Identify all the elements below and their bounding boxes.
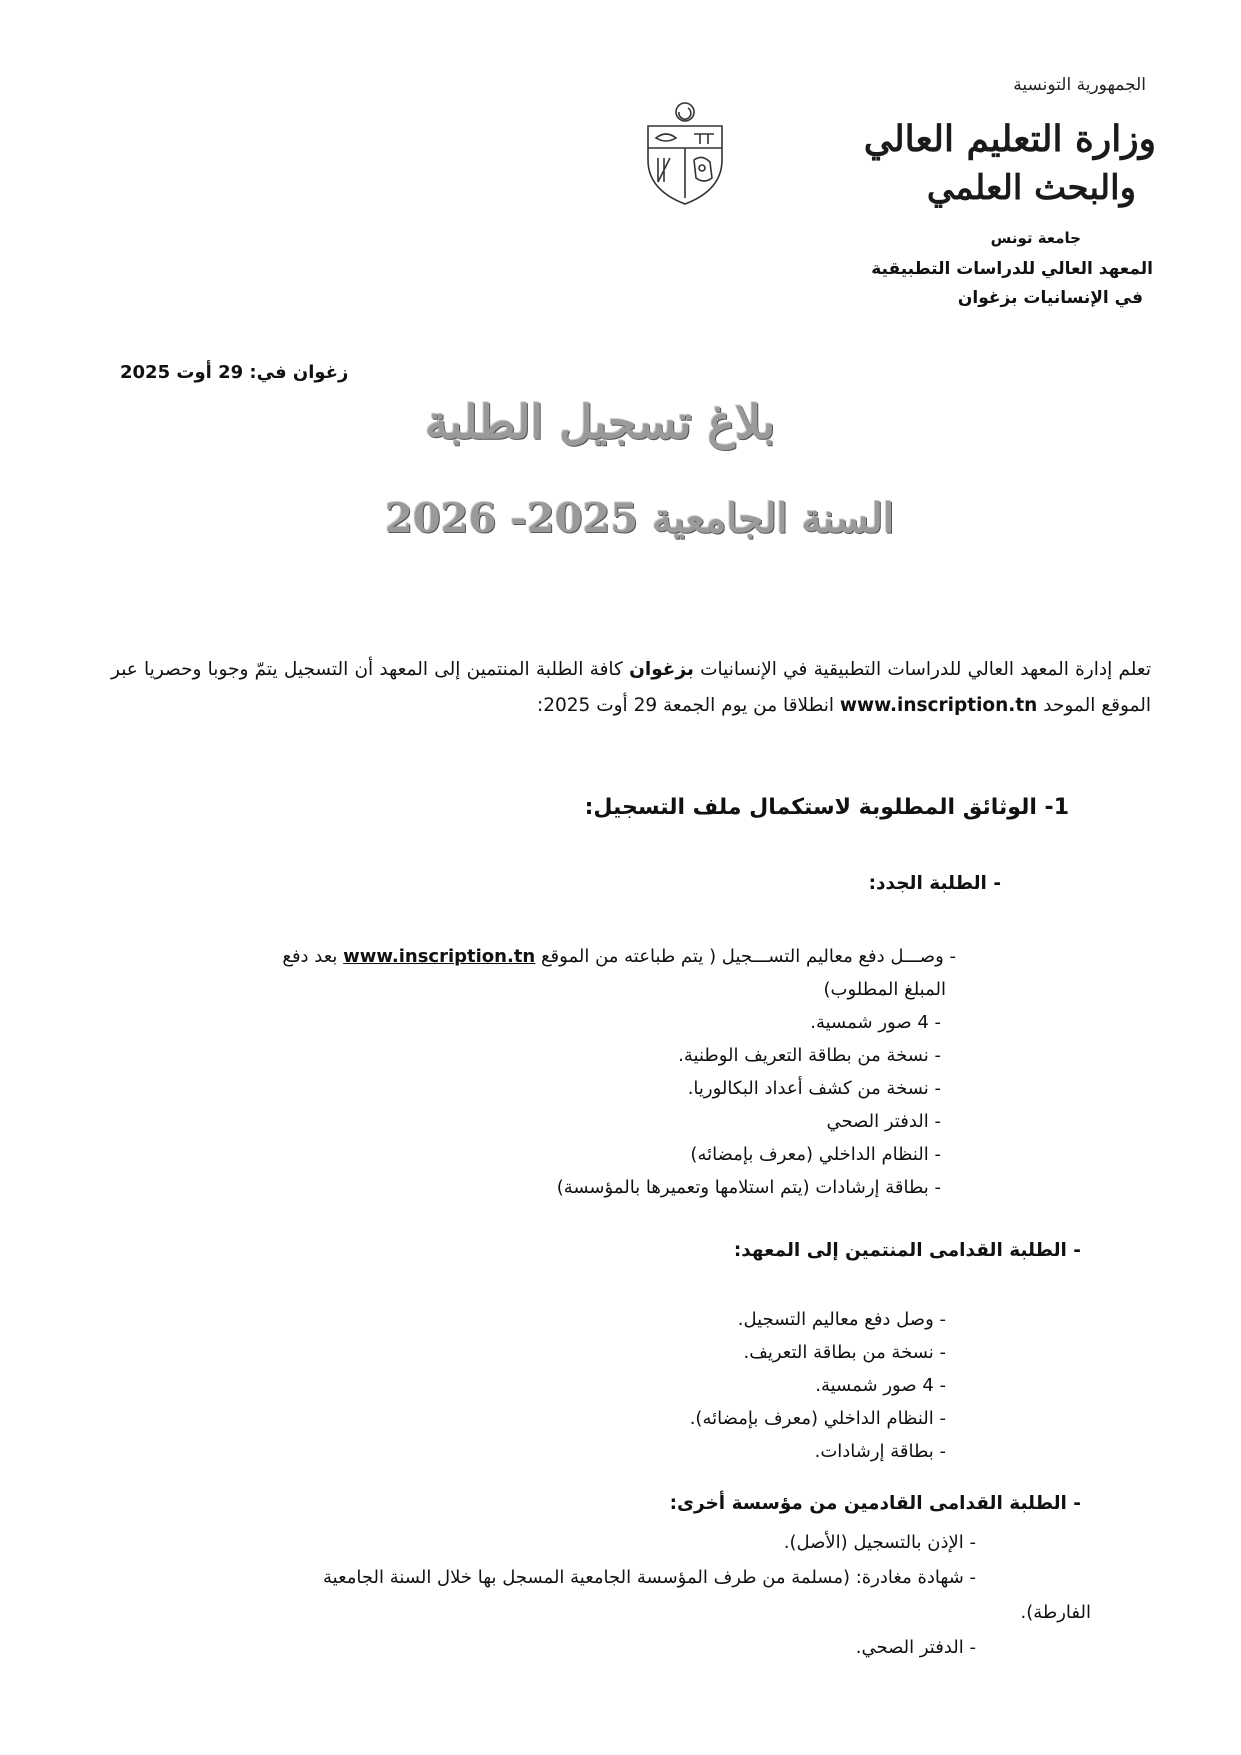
old-students-item: - وصل دفع معاليم التسجيل. [737, 1309, 946, 1330]
tunisia-emblem-icon [642, 98, 728, 208]
old-students-item: - 4 صور شمسية. [815, 1375, 946, 1396]
old-students-heading: - الطلبة القدامى المنتمين إلى المعهد: [733, 1240, 1081, 1261]
new-students-item-receipt [282, 940, 956, 973]
header-ministry-line1: وزارة التعليم العالي [863, 118, 1156, 160]
header-university: جامعة تونس [990, 229, 1081, 247]
old-students-item: - نسخة من بطاقة التعريف. [743, 1342, 946, 1363]
new-students-item: - نسخة من بطاقة التعريف الوطنية. [678, 1045, 941, 1066]
intro-text-1: تعلم إدارة المعهد العالي للدراسات التطبيقية في الإنسانيات [693, 659, 1151, 680]
other-institution-heading: - الطلبة القدامى القادمين من مؤسسة أخرى: [669, 1493, 1081, 1514]
intro-text-3: انطلاقا من يوم الجمعة 29 أوت 2025: [536, 695, 840, 716]
academic-year-title: السنة الجامعية 2025- 2026 [385, 495, 895, 542]
other-institution-item: - الدفتر الصحي. [855, 1637, 976, 1658]
new-students-item: - نسخة من كشف أعداد البكالوريا. [687, 1078, 941, 1099]
intro-city: بزغوان [629, 659, 694, 680]
inscription-website-link[interactable]: www.inscription.tn [343, 946, 536, 967]
new-students-item: - بطاقة إرشادات (يتم استلامها وتعميرها بالمؤسسة) [556, 1177, 941, 1198]
intro-text-2: كافة الطلبة المنتمين إلى المعهد أن التسجيل يتمّ وجوبا وحصريا عبر الموقع الموحد [111, 659, 1151, 716]
new-students-heading: - الطلبة الجدد: [868, 873, 1001, 894]
new-students-item-receipt-cont: المبلغ المطلوب) [823, 979, 946, 1000]
new-students-item: - النظام الداخلي (معرف بإمضائه) [690, 1144, 941, 1165]
other-institution-item-cont: الفارطة). [1020, 1602, 1091, 1623]
new-students-item: - الدفتر الصحي [826, 1111, 941, 1132]
old-students-item: - النظام الداخلي (معرف بإمضائه). [689, 1408, 946, 1429]
other-institution-item: - شهادة مغادرة: (مسلمة من طرف المؤسسة الجامعية المسجل بها خلال السنة الجامعية [322, 1567, 976, 1588]
intro-website-link[interactable]: www.inscription.tn [839, 695, 1038, 716]
section-1-title: 1- الوثائق المطلوبة لاستكمال ملف التسجيل: [584, 795, 1069, 820]
header-ministry-line2: والبحث العلمي [926, 168, 1136, 208]
header-institute-line2: في الإنسانيات بزغوان [957, 288, 1143, 308]
receipt-text-post: بعد دفع [282, 946, 344, 967]
intro-paragraph [111, 652, 1151, 724]
receipt-text: - وصـــل دفع معاليم التســـجيل ( يتم طباعته من الموقع [535, 946, 956, 967]
date-line: زغوان في: 29 أوت 2025 [120, 362, 349, 383]
new-students-item: - 4 صور شمسية. [810, 1012, 941, 1033]
other-institution-item: - الإذن بالتسجيل (الأصل). [783, 1532, 976, 1553]
old-students-item: - بطاقة إرشادات. [814, 1441, 946, 1462]
header-institute-line1: المعهد العالي للدراسات التطبيقية [871, 259, 1153, 279]
document-title: بلاغ تسجيل الطلبة [425, 395, 776, 449]
header-republic: الجمهورية التونسية [1013, 75, 1146, 95]
